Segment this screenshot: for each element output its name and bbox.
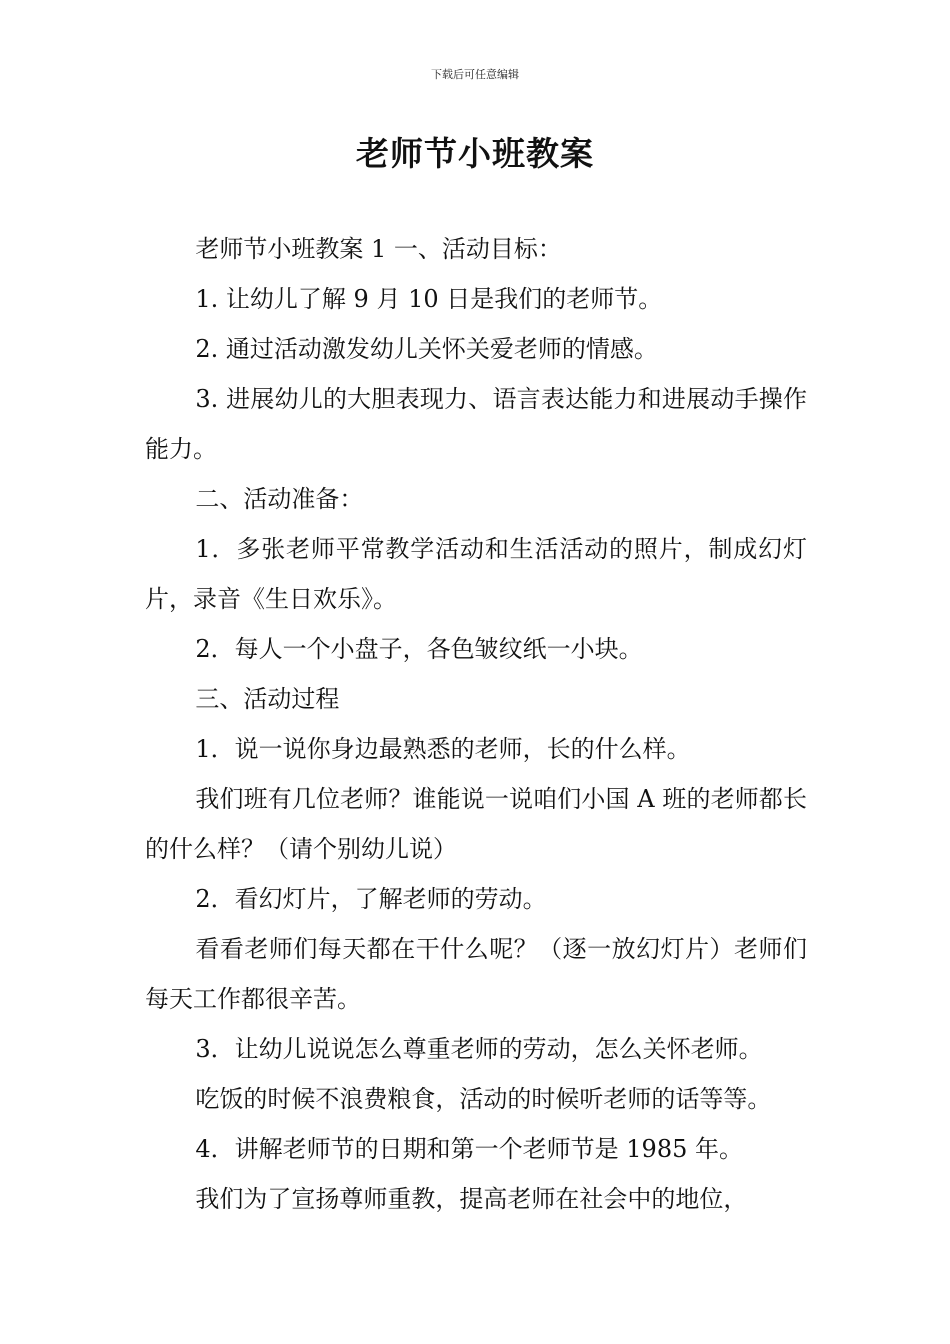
header-note: 下载后可任意编辑 xyxy=(431,68,519,81)
paragraph: 1. 让幼儿了解 9 月 10 日是我们的老师节。 xyxy=(195,285,663,313)
paragraph: 我们班有几位老师？谁能说一说咱们小国 A 班的老师都长的什么样？（请个别幼儿说） xyxy=(145,785,807,863)
paragraph: 老师节小班教案 1 一、活动目标： xyxy=(195,235,562,263)
document-body xyxy=(145,224,807,1224)
paragraph: 1．说一说你身边最熟悉的老师，长的什么样。 xyxy=(195,735,691,763)
paragraph: 2．看幻灯片，了解老师的劳动。 xyxy=(195,885,547,913)
paragraph: 2．每人一个小盘子，各色皱纹纸一小块。 xyxy=(195,635,643,663)
paragraph: 3．让幼儿说说怎么尊重老师的劳动，怎么关怀老师。 xyxy=(195,1035,763,1063)
paragraph: 4．讲解老师节的日期和第一个老师节是 1985 年。 xyxy=(195,1135,743,1163)
paragraph: 1．多张老师平常教学活动和生活活动的照片，制成幻灯片，录音《生日欢乐》。 xyxy=(145,535,807,613)
document-title: 老师节小班教案 xyxy=(356,134,594,173)
paragraph: 3. 进展幼儿的大胆表现力、语言表达能力和进展动手操作能力。 xyxy=(145,385,807,463)
paragraph: 我们为了宣扬尊师重教，提高老师在社会中的地位， xyxy=(195,1185,748,1213)
paragraph: 看看老师们每天都在干什么呢？（逐一放幻灯片）老师们每天工作都很辛苦。 xyxy=(145,935,807,1013)
paragraph: 2. 通过活动激发幼儿关怀关爱老师的情感。 xyxy=(195,335,658,363)
paragraph: 吃饭的时候不浪费粮食，活动的时候听老师的话等等。 xyxy=(195,1085,772,1113)
paragraph: 三、活动过程 xyxy=(195,685,340,713)
paragraph: 二、活动准备： xyxy=(195,485,364,513)
